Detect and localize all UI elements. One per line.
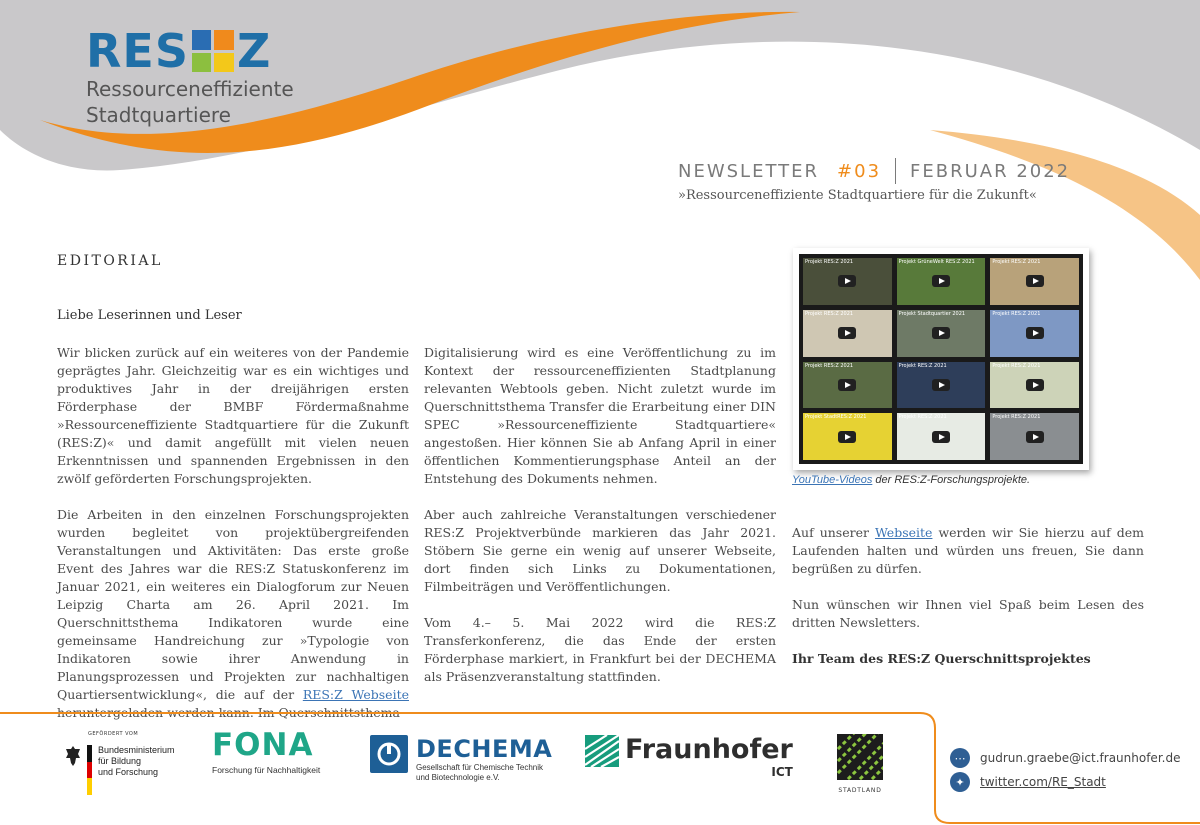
email-contact: [950, 748, 1180, 768]
video-thumbnail[interactable]: [897, 258, 986, 305]
video-thumbnail-title: Projekt RES:Z 2021: [805, 259, 854, 265]
funded-by-label: GEFÖRDERT VOM: [88, 731, 139, 737]
fona-wordmark: FONA: [212, 727, 314, 763]
video-thumbnail-title: Projekt StadtRES:Z 2021: [805, 414, 867, 421]
video-thumbnail-title: Projekt RES:Z 2021: [992, 310, 1041, 317]
newsletter-date: FEBRUAR 2022: [910, 160, 1071, 182]
video-thumbnail[interactable]: [990, 413, 1079, 460]
play-icon[interactable]: [1026, 379, 1044, 391]
paragraph-text: werden wir Sie hierzu auf dem Laufenden halten und würden uns freuen, Sie dann begrüßen zu dürfen.: [792, 525, 1144, 576]
text-column-2: [424, 344, 776, 686]
video-thumbnail[interactable]: [990, 362, 1079, 409]
paragraph: [57, 506, 409, 722]
play-icon[interactable]: [838, 431, 856, 443]
video-thumbnail-title: Projekt GrüneWelt RES:Z 2021: [898, 259, 975, 265]
paragraph: Wir blicken zurück auf ein weiteres von der Pandemie geprägtes Jahr. Gleichzeitig war es ein wichtiges und produktives Jahr in der dreijährigen ersten Förderphase der BMBF Fördermaßnahme »Ressourceneffiziente Stadtquartiere für die Zukunft (RES:Z)« und damit angefüllt mit vielen neuen Erkenntnissen und spannenden Ergebnissen in den zwölf geförderten Forschungsprojekten.: [57, 345, 409, 486]
twitter-link[interactable]: twitter.com/RE_Stadt: [980, 775, 1106, 789]
dechema-wordmark: DECHEMA: [416, 735, 553, 763]
video-thumbnail-title: Projekt Stadtquartier 2021: [898, 310, 966, 317]
play-icon[interactable]: [1026, 327, 1044, 339]
logo-square: [214, 53, 234, 73]
play-icon[interactable]: [1026, 431, 1044, 443]
video-thumbnail[interactable]: [803, 310, 892, 357]
fraunhofer-text: [625, 735, 793, 779]
video-thumbnail[interactable]: [803, 258, 892, 305]
newsletter-heading: [678, 158, 1070, 184]
dechema-logo: [370, 735, 552, 783]
dechema-flask-icon: [375, 740, 403, 768]
video-thumbnail-title: Projekt RES:Z 2021: [805, 362, 854, 369]
play-icon[interactable]: [932, 379, 950, 391]
play-icon[interactable]: [1026, 275, 1044, 287]
fona-logo: [212, 728, 320, 775]
heading-divider: [895, 158, 896, 184]
fraunhofer-mark-icon: [585, 735, 619, 767]
speech-bubble-icon: ⋯: [950, 748, 970, 768]
video-thumbnail[interactable]: [897, 413, 986, 460]
play-icon[interactable]: [932, 327, 950, 339]
newsletter-number: #03: [837, 160, 882, 182]
bmbf-text: [98, 745, 175, 778]
video-caption-text: der RES:Z-Forschungsprojekte.: [875, 474, 1031, 486]
logo-square: [192, 53, 212, 73]
bmbf-logo: [65, 745, 175, 795]
video-thumbnail[interactable]: [990, 258, 1079, 305]
greeting: Liebe Leserinnen und Leser: [57, 308, 242, 323]
fraunhofer-wordmark: Fraunhofer: [625, 734, 793, 765]
video-thumbnail-title: Projekt RES:Z 2021: [992, 414, 1041, 421]
email-address[interactable]: gudrun.graebe@ict.fraunhofer.de: [980, 751, 1181, 765]
dechema-mark-icon: [370, 735, 408, 773]
video-thumbnail[interactable]: [897, 362, 986, 409]
stadtland-label: STADTLAND: [838, 787, 882, 794]
video-thumbnail-title: Projekt RES:Z 2021: [992, 259, 1041, 265]
resz-website-link[interactable]: RES:Z Webseite: [302, 687, 409, 702]
logo-squares-icon: [191, 29, 235, 73]
newsletter-label: NEWSLETTER: [678, 160, 820, 182]
dechema-subtitle: und Biotechnologie e.V.: [416, 773, 500, 782]
video-thumbnail[interactable]: [803, 362, 892, 409]
bmbf-line: für Bildung: [98, 756, 142, 766]
video-thumbnail[interactable]: [990, 310, 1079, 357]
stadtland-pattern-icon: [837, 734, 883, 780]
video-thumbnail[interactable]: [897, 310, 986, 357]
stadtland-logo: [833, 734, 887, 794]
paragraph-text: Die Arbeiten in den einzelnen Forschungsprojekten wurden begleitet von projektübergreifenden Veranstaltungen und Aktivitäten: Das erste große Event des Jahres war die RES:Z Statuskonferenz im Januar 2021, ein weiteres ein Dialogforum zur Neuen Leipzig Charta am 26. April 2021. Im Querschnittsthema Indikatoren wurde eine gemeinsame Handreichung zur »Typologie von Indikatoren sowie ihrer Anwendung in Planungsprozessen und Projekten zur nachhaltigen Quartiersentwicklung«, die auf der: [57, 507, 409, 702]
german-flag-stripe: [87, 745, 92, 795]
bmbf-line: Bundesministerium: [98, 745, 175, 755]
bmbf-line: und Forschung: [98, 767, 159, 777]
video-caption: [792, 474, 1030, 486]
paragraph-text: heruntergeladen werden kann. Im Querschnittsthema: [57, 705, 400, 720]
logo-word-right: Z: [236, 24, 272, 78]
text-column-1: [57, 344, 409, 722]
play-icon[interactable]: [932, 275, 950, 287]
paragraph: [792, 524, 1144, 578]
signature: Ihr Team des RES:Z Querschnittsprojektes: [792, 651, 1091, 666]
twitter-contact: [950, 772, 1106, 792]
play-icon[interactable]: [932, 431, 950, 443]
resz-logo: [86, 24, 294, 127]
fraunhofer-ict: ICT: [771, 765, 793, 779]
paragraph: Nun wünschen wir Ihnen viel Spaß beim Lesen des dritten Newsletters.: [792, 597, 1144, 630]
video-thumbnail-grid: [799, 254, 1083, 464]
webseite-link[interactable]: Webseite: [874, 525, 933, 540]
paragraph: Aber auch zahlreiche Veranstaltungen verschiedener RES:Z Projektverbünde markieren das Jahr 2021. Stöbern Sie gerne ein wenig auf unserer Webseite, dort finden sich Links zu Dokumentationen, Filmbeiträgen und Veröffentlichungen.: [424, 507, 776, 594]
paragraph-text: Auf unserer: [792, 525, 869, 540]
logo-wordmark: [86, 24, 294, 78]
editorial-title: EDITORIAL: [57, 253, 163, 269]
video-thumbnail-title: Projekt RES:Z 2021: [898, 362, 947, 369]
video-thumbnail-title: Projekt RES:Z 2021: [992, 362, 1041, 369]
fona-subtitle: Forschung für Nachhaltigkeit: [212, 765, 321, 775]
play-icon[interactable]: [838, 379, 856, 391]
video-thumbnail-title: Projekt RES:Z 2021: [898, 414, 947, 421]
logo-word-left: RES: [86, 24, 189, 78]
play-icon[interactable]: [838, 327, 856, 339]
logo-square: [214, 30, 234, 50]
logo-line-2: Stadtquartiere: [86, 103, 231, 127]
youtube-videos-link[interactable]: YouTube-Videos: [792, 474, 873, 486]
newsletter-subtitle: »Ressourceneffiziente Stadtquartiere für die Zukunft«: [678, 188, 1037, 203]
paragraph: Digitalisierung wird es eine Veröffentlichung zu im Kontext der ressourceneffizienten Stadtplanung relevanten Webtools geben. Nicht zuletzt wurde im Querschnittsthema Transfer die Erarbeitung einer DIN SPEC »Ressourceneffiziente Stadtquartiere« angestoßen. Hier können Sie ab Anfang April in einer öffentlichen Kommentierungsphase Anteil an der Entstehung des Dokuments nehmen.: [424, 345, 776, 486]
text-column-3: [792, 524, 1144, 668]
federal-eagle-icon: [65, 745, 81, 767]
twitter-bird-icon: ✦: [950, 772, 970, 792]
youtube-video-collage[interactable]: [793, 248, 1089, 470]
dechema-subtitle: Gesellschaft für Chemische Technik: [416, 763, 544, 772]
logo-square: [192, 30, 212, 50]
logo-line-1: Ressourceneffiziente: [86, 77, 294, 101]
dechema-text: [416, 735, 552, 783]
video-thumbnail[interactable]: [803, 413, 892, 460]
video-thumbnail-title: Projekt RES:Z 2021: [805, 310, 854, 317]
paragraph: Vom 4.– 5. Mai 2022 wird die RES:Z Transferkonferenz, die das Ende der ersten Förderphase markiert, in Frankfurt bei der DECHEMA als Präsenzveranstaltung stattfinden.: [424, 615, 776, 684]
play-icon[interactable]: [838, 275, 856, 287]
fraunhofer-logo: [585, 735, 793, 779]
